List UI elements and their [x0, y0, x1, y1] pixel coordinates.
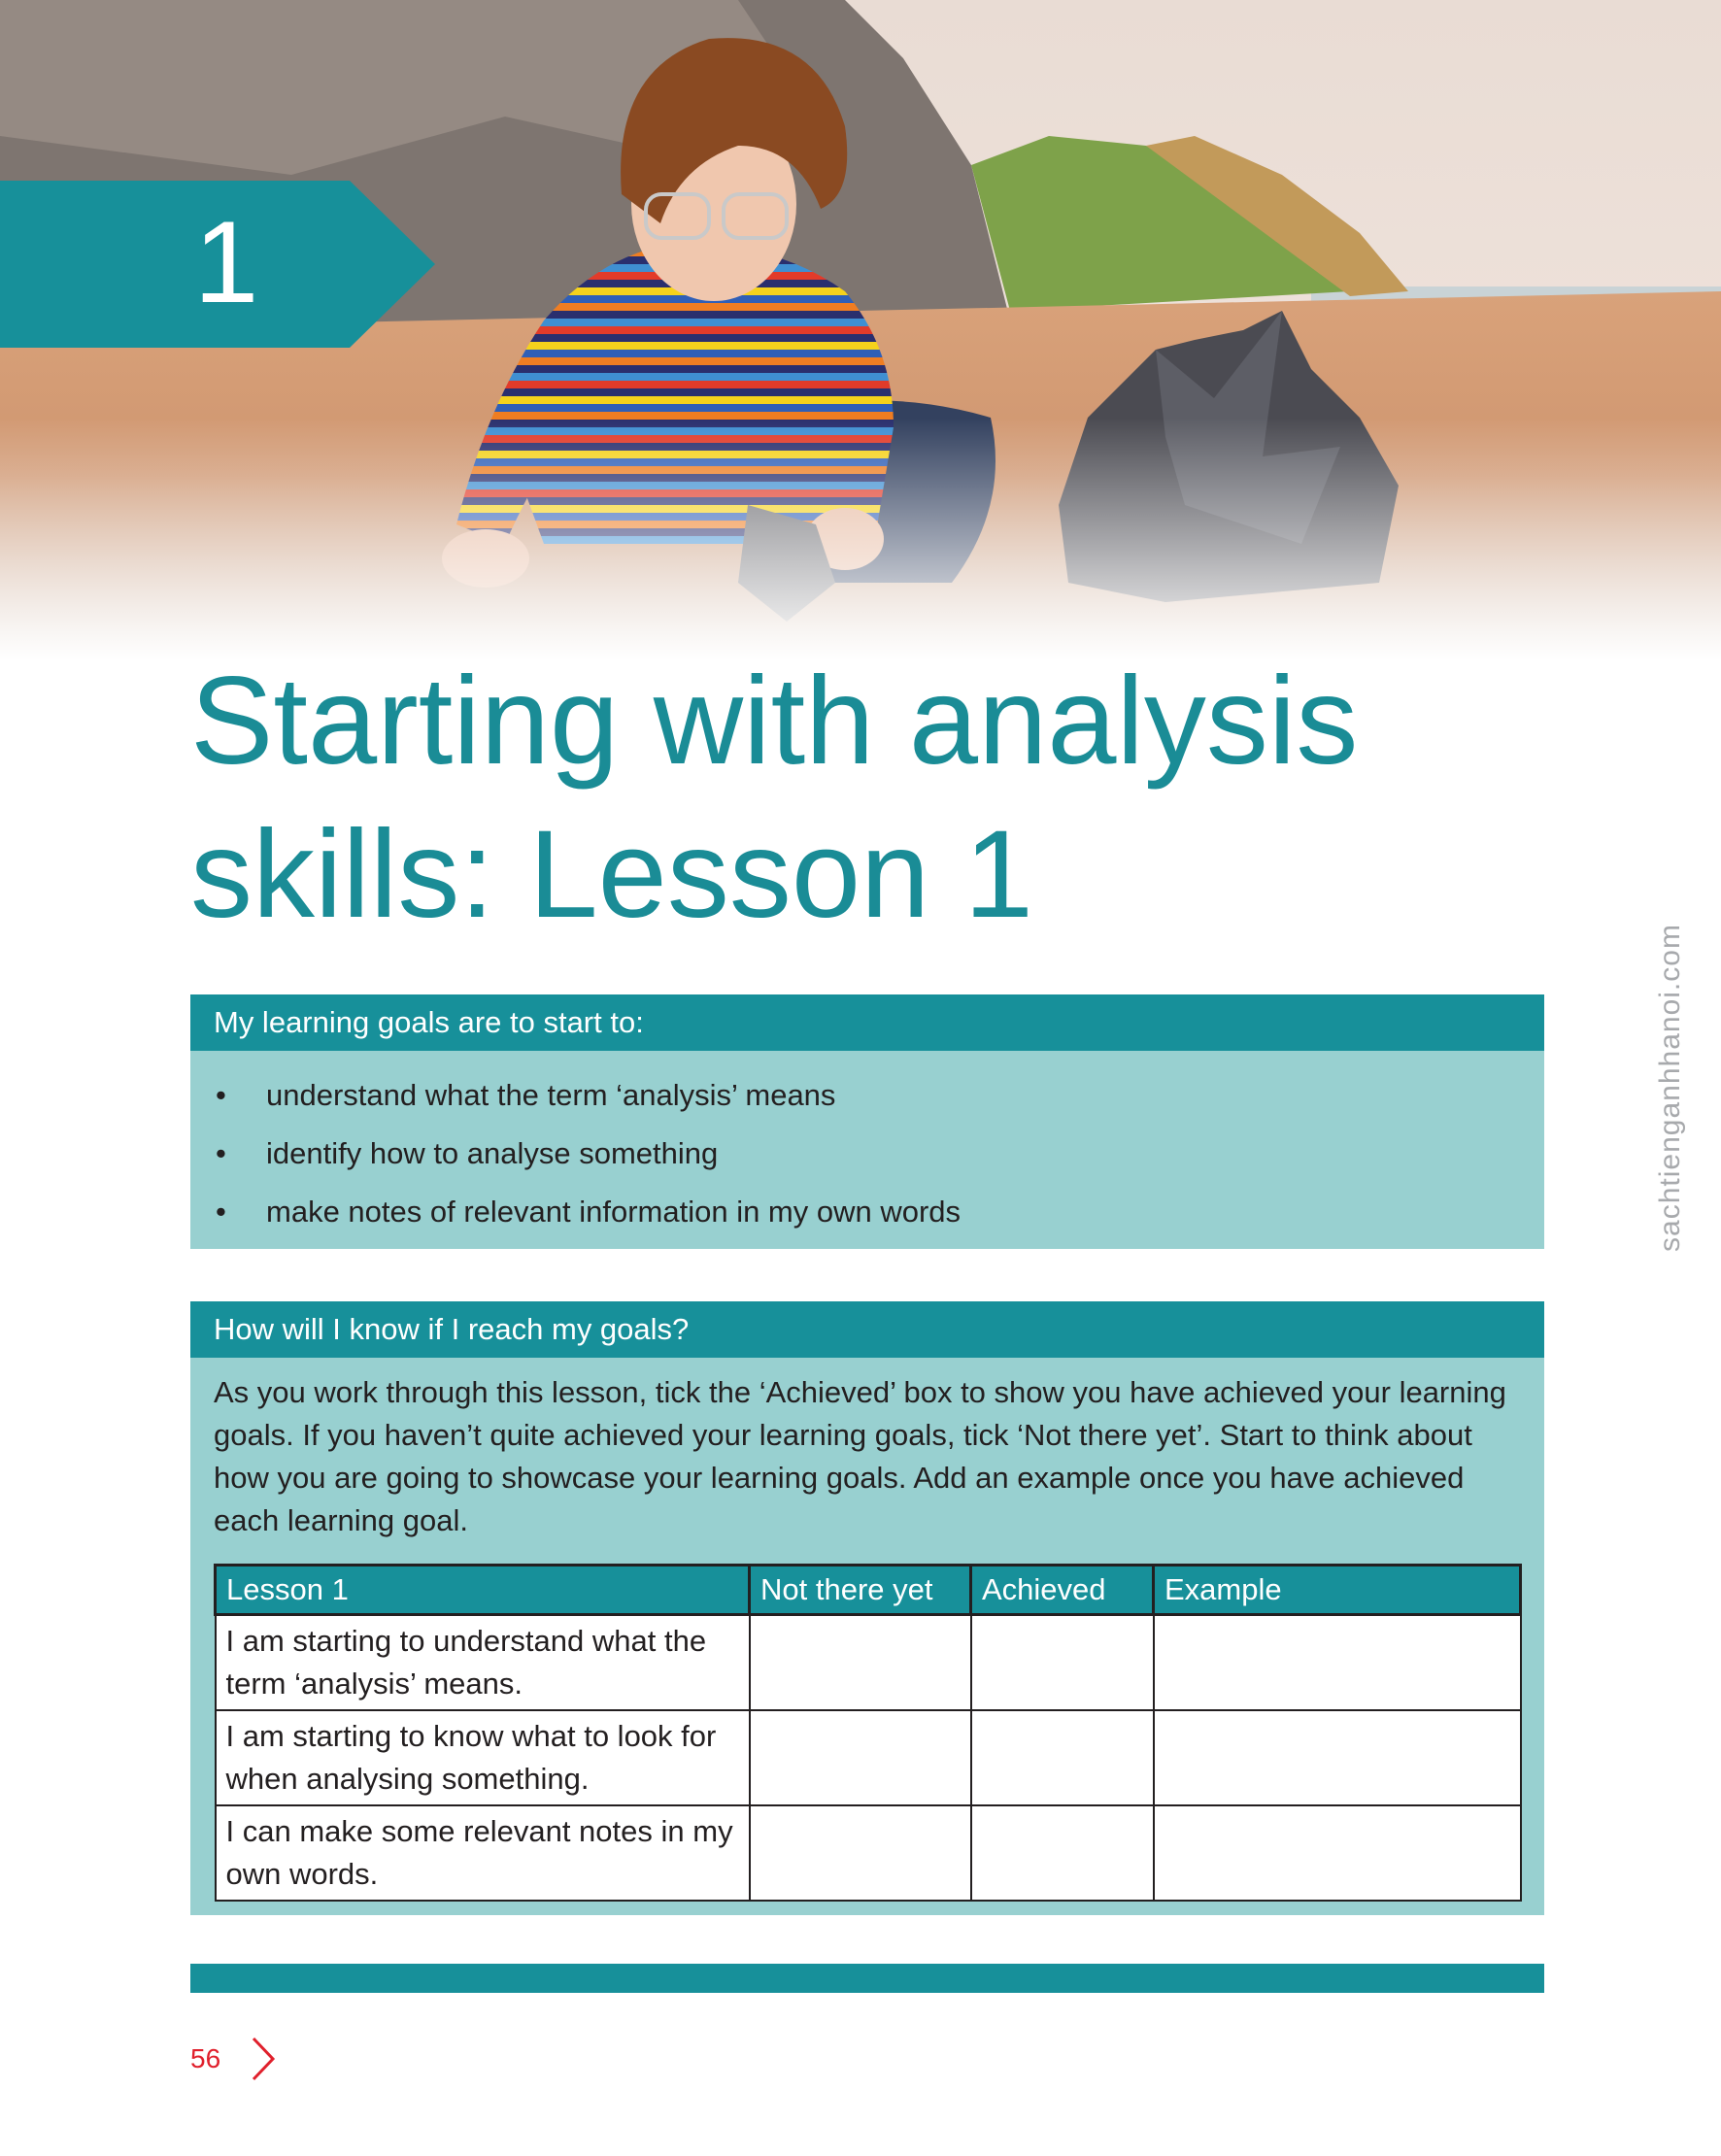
- learning-goal-item: • identify how to analyse something: [190, 1125, 1544, 1183]
- goal-check-panel: [190, 1301, 1544, 1915]
- example-field[interactable]: [1154, 1805, 1521, 1901]
- watermark-text: sachtienganhhanoi.com: [1654, 924, 1686, 1252]
- goal-check-heading: How will I know if I reach my goals?: [190, 1301, 1544, 1358]
- column-header-not-there-yet: Not there yet: [750, 1566, 971, 1615]
- example-field[interactable]: [1154, 1710, 1521, 1805]
- column-header-achieved: Achieved: [971, 1566, 1154, 1615]
- learning-goals-list: [190, 1051, 1544, 1241]
- table-row: [216, 1615, 1521, 1711]
- page-title: Starting with analysis skills: Lesson 1: [190, 652, 1359, 944]
- footer-divider-bar: [190, 1964, 1544, 1993]
- chevron-right-icon[interactable]: [249, 2036, 278, 2082]
- column-header-lesson: Lesson 1: [216, 1566, 750, 1615]
- table-row: [216, 1805, 1521, 1901]
- achieved-tick-box[interactable]: [971, 1805, 1154, 1901]
- column-header-example: Example: [1154, 1566, 1521, 1615]
- page-number: 56: [190, 2043, 221, 2073]
- example-field[interactable]: [1154, 1615, 1521, 1711]
- chapter-number: 1: [193, 197, 259, 327]
- learning-goals-panel: [190, 994, 1544, 1249]
- goal-statement-cell: I am starting to know what to look for when analysing something.: [216, 1710, 750, 1805]
- goal-check-instructions: As you work through this lesson, tick the ‘Achieved’ box to show you have achieved your learning goals. If you haven’t quite achieved your learning goals, tick ‘Not there yet’. Start to think about how you are going to showcase your learning goals. Add an example once you have achieved each learning goal.: [214, 1375, 1506, 1537]
- not-there-yet-tick-box[interactable]: [750, 1805, 971, 1901]
- goal-statement-cell: I am starting to understand what the term ‘analysis’ means.: [216, 1615, 750, 1711]
- learning-goals-heading: My learning goals are to start to:: [190, 994, 1544, 1051]
- achieved-tick-box[interactable]: [971, 1615, 1154, 1711]
- table-header-row: [216, 1566, 1521, 1615]
- goal-checklist-table: [214, 1564, 1522, 1902]
- achieved-tick-box[interactable]: [971, 1710, 1154, 1805]
- goal-statement-cell: I can make some relevant notes in my own words.: [216, 1805, 750, 1901]
- not-there-yet-tick-box[interactable]: [750, 1710, 971, 1805]
- learning-goal-item: • make notes of relevant information in my own words: [190, 1183, 1544, 1241]
- learning-goal-item: • understand what the term ‘analysis’ means: [190, 1066, 1544, 1125]
- table-row: [216, 1710, 1521, 1805]
- not-there-yet-tick-box[interactable]: [750, 1615, 971, 1711]
